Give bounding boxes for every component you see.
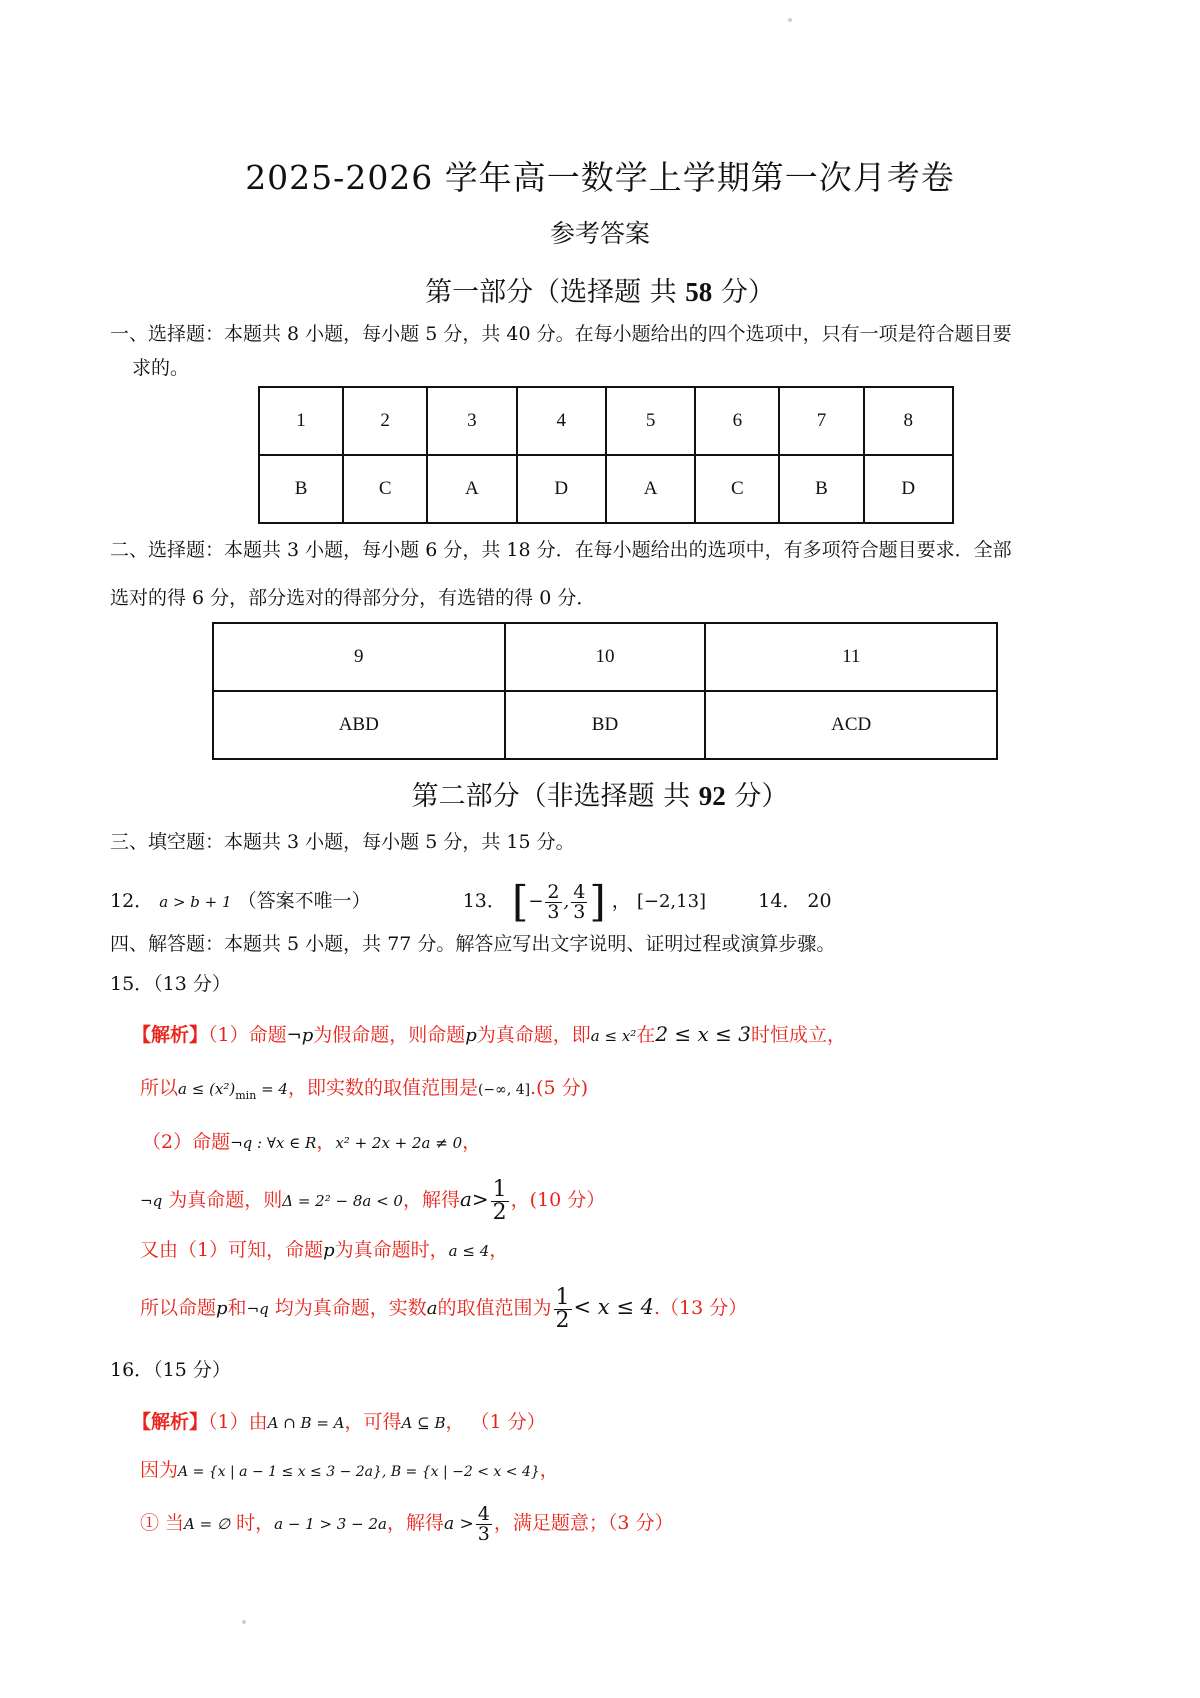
table-cell: ACD [705,691,997,759]
q15-l6-text: 的取值范围为 [437,1297,552,1319]
q13-minus: − [528,891,544,912]
table-cell: A [427,455,516,523]
section2-instruction-line2: 选对的得 6 分，部分选对的得部分分，有选错的得 0 分． [110,587,596,609]
q15-l3-text: ， [316,1131,336,1153]
q16-l1-math: A ∩ B = A [267,1414,345,1432]
q16-l3-denominator: 3 [477,1522,490,1545]
q16-l3-text: ① 当 [140,1512,185,1534]
q15-l1-text: 为假命题，则命题 [313,1024,466,1046]
q15-l6-math: p [216,1298,228,1319]
table-cell: 7 [779,387,863,455]
part2-heading-score: 92 [698,781,726,811]
q15-l3-math: ¬q : ∀x ∈ R [230,1134,317,1152]
q13-interval: [−2,13] [636,891,707,912]
q15-l6-math: < x ≤ 4 [573,1295,654,1319]
q16-l1-text: ， （1 分） [445,1411,546,1433]
section2-answer-row [213,691,997,759]
q15-l6-text: .（13 分） [653,1297,748,1319]
page-subtitle: 参考答案 [549,219,650,248]
table-cell: 10 [505,623,706,691]
q15-l5-math: p [323,1240,335,1261]
q15-l1-math: 2 ≤ x ≤ 3 [655,1022,752,1046]
q13-frac2-numerator: 4 [573,880,586,903]
table-cell: D [517,455,606,523]
q15-line6 [140,1278,747,1336]
q15-analysis-tag: 【解析】 [132,1024,209,1046]
q15-l4-math: Δ = 2² − 8a < 0 [282,1192,403,1210]
part2-heading-suffix: 分） [725,781,789,812]
q15-l3-text: ， [462,1131,482,1153]
q16-l3-text: ，满足题意；（3 分） [493,1512,674,1534]
section1-number-row [259,387,953,455]
q16-l3-fraction [476,1502,492,1545]
q15-l1-math: p [465,1025,477,1046]
q15-l6-denominator: 2 [555,1307,570,1333]
table-cell: C [343,455,427,523]
q15-line2 [140,1072,588,1112]
q13-fraction-2 [571,880,587,923]
section1-instruction-line1: 一、选择题：本题共 8 小题，每小题 5 分，共 40 分。在每小题给出的四个选项中，只有一项是符合题目要 [110,323,1012,345]
q15-l4-denominator: 2 [492,1199,507,1225]
q13-frac1-denominator: 3 [547,900,560,923]
section2-number-row [213,623,997,691]
table-cell: 2 [343,387,427,455]
q16-line1 [132,1406,546,1439]
table-cell: 9 [213,623,505,691]
q16-l3-math: A = ∅ [184,1515,231,1533]
q15-l2-text: 所以 [140,1077,179,1099]
q16-l1-text: ，可得 [344,1411,402,1433]
q16-label: 16．（15 分） [110,1359,231,1381]
q15-l1-text: 时恒成立， [751,1024,847,1046]
q16-l3-text: 时， [230,1512,275,1534]
scan-speck [242,1620,246,1624]
q15-l4-fraction [491,1176,509,1225]
section2-instruction-line1: 二、选择题：本题共 3 小题，每小题 6 分，共 18 分．在每小题给出的选项中，有多项符合题目要求．全部 [110,539,1012,561]
q15-l5-text: 又由（1）可知，命题 [140,1239,324,1261]
table-cell: 11 [705,623,997,691]
q15-l4-numerator: 1 [492,1176,507,1202]
q12-answer: a > b + 1 [159,893,232,911]
q15-l6-fraction [554,1284,572,1333]
table-cell: 6 [695,387,779,455]
q13-right-bracket: ] [589,877,606,926]
part2-heading-prefix: 第二部分（非选择题 共 [411,781,699,812]
q15-l6-text: 和 [227,1297,247,1319]
q15-l1-math: ¬p [286,1025,314,1046]
part1-heading [0,270,1200,309]
q15-l4-text: 为真命题，则 [162,1189,283,1211]
scan-speck [788,18,792,22]
q15-line5 [140,1234,508,1267]
q15-l6-text: 均为真命题，实数 [268,1297,427,1319]
q15-l4-math: ¬q [140,1192,163,1210]
q15-l5-math: a ≤ 4 [448,1242,490,1260]
q16-l3-text: ，解得 [386,1512,444,1534]
q15-l2-math: (−∞, 4] [477,1082,531,1098]
q15-l1-text: 在 [636,1024,656,1046]
table-cell: C [695,455,779,523]
section1-answer-row [259,455,953,523]
part2-heading [0,774,1200,813]
q15-l4-text: ，(10 分） [510,1189,606,1211]
q16-l3-math: a − 1 > 3 − 2a [274,1515,387,1533]
table-cell: ABD [213,691,505,759]
q16-l1-text: （1）由 [208,1411,268,1433]
q13-frac1-numerator: 2 [547,880,560,903]
q15-l6-math: ¬q [246,1300,269,1318]
q16-l2-math: A = {x | a − 1 ≤ x ≤ 3 − 2a}, B = {x | −2 < x < 4} [178,1464,540,1480]
q15-l5-text: 为真命题时， [334,1239,449,1261]
q16-l1-math: A ⊆ B [401,1414,446,1432]
section1-answer-table [258,386,954,524]
table-cell: 5 [606,387,695,455]
section4-instruction: 四、解答题：本题共 5 小题，共 77 分。解答应写出文字说明、证明过程或演算步骤。 [110,933,836,955]
q13-separator: ， [611,890,631,912]
fill-in-answers [110,870,832,932]
q16-l3-math: a > [443,1514,474,1534]
q16-analysis-tag: 【解析】 [132,1411,209,1433]
table-cell: B [779,455,863,523]
table-cell: 8 [864,387,953,455]
q12-label: 12． [110,890,154,912]
table-cell: B [259,455,343,523]
q16-line3 [140,1494,674,1552]
q15-l2-text: ，即实数的取值范围是 [287,1077,478,1099]
q12-note: （答案不唯一） [237,890,371,912]
q15-l1-text: 为真命题，即 [476,1024,591,1046]
q15-l6-text: 所以命题 [140,1297,217,1319]
part1-heading-suffix: 分） [712,277,775,308]
part1-heading-score: 58 [685,277,713,307]
q15-line3 [142,1126,481,1159]
q15-l4-text: ，解得 [402,1189,460,1211]
q14-label: 14． [758,890,802,912]
q15-l5-text: ， [489,1239,509,1261]
q15-line4 [140,1170,605,1228]
q13-left-bracket: [ [511,877,529,926]
part1-heading-prefix: 第一部分（选择题 共 [425,277,686,308]
q15-l1-text: （1）命题 [208,1024,287,1046]
q15-l2-math: a ≤ (x²) [178,1080,236,1098]
q15-l6-numerator: 1 [555,1284,570,1310]
table-cell: A [606,455,695,523]
q14-answer: 20 [807,890,832,912]
table-cell: D [864,455,953,523]
q16-l2-text: ， [539,1459,559,1481]
q16-l2-text: 因为 [140,1459,179,1481]
q15-line1 [132,1018,846,1052]
section2-answer-table [212,622,998,760]
table-cell: 4 [517,387,606,455]
q15-l3-text: （2）命题 [142,1131,231,1153]
q13-label: 13． [462,890,506,912]
q15-l2-subscript: min [235,1088,257,1102]
page-title: 2025-2026 学年高一数学上学期第一次月考卷 [245,158,955,197]
q15-l2-math: = 4 [256,1080,288,1098]
q15-l3-math: x² + 2x + 2a ≠ 0 [335,1134,463,1152]
table-cell: 1 [259,387,343,455]
section3-instruction: 三、填空题：本题共 3 小题，每小题 5 分，共 15 分。 [110,831,575,853]
q15-l4-math: a> [459,1187,489,1211]
q13-fraction-1 [545,880,561,923]
q13-frac2-denominator: 3 [573,900,586,923]
section1-instruction-line2: 求的。 [132,357,190,379]
q13-comma: , [563,891,570,912]
table-cell: BD [505,691,706,759]
q15-l2-text: .(5 分) [530,1077,589,1099]
q16-l3-numerator: 4 [477,1502,490,1525]
q15-l1-math: a ≤ x² [590,1027,637,1045]
q16-line2 [140,1454,559,1488]
table-cell: 3 [427,387,516,455]
q15-label: 15．（13 分） [110,973,231,995]
q15-l6-math: a [426,1298,438,1319]
